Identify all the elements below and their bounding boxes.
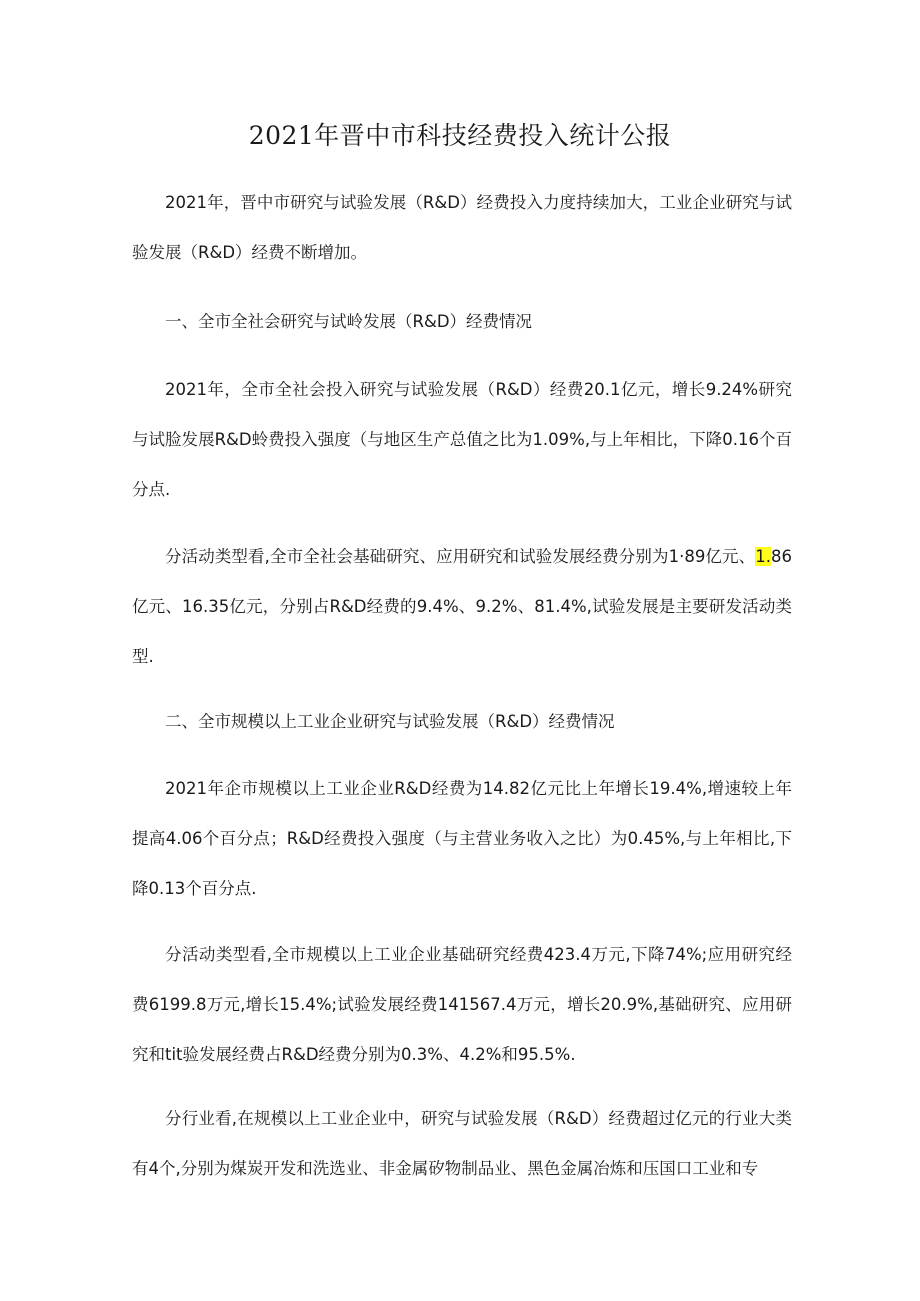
section1-paragraph-1: 2021年，全市全社会投入研究与试验发展（R&D）经费20.1亿元，增长9.24%研究与试脸发展R&D蛉费投入强度（与地区生产总值之比为1.09%,与上年相比，下降0.16个百分点. — [132, 380, 792, 499]
text-segment: 分活动类型看,全市全社会基础研究、应用研究和试验发展经费分别为1·89亿元、 — [165, 547, 756, 566]
section2-paragraph-3: 分行业看,在规模以上工业企业中，研究与试验发展（R&D）经费超过亿元的行业大类有4个,分别为煤炭开发和洗选业、非金属矽物制品业、黑色金属冶炼和压国口工业和专 — [132, 1109, 792, 1178]
section1-heading: 一、全市全社会研究与试岭发展（R&D）经费情况 — [165, 312, 533, 331]
section2-paragraph-2: 分活动类型看,全市规模以上工业企业基础研究经费423.4万元,下降74%;应用研究经费6199.8万元,增长15.4%;试验发展经费141567.4万元，增长20.9%,基础研究、应用研究和tit验发展经费占R&D经费分别为0.3%、4.2%和95.5%. — [132, 945, 792, 1064]
highlighted-text: 1. — [755, 547, 771, 566]
document-title: 2021年晋中市科技经费投入统计公报 — [248, 121, 672, 150]
section2-paragraph-1: 2021年企市规模以上工业企业R&D经费为14.82亿元比上年增长19.4%,增速较上年提高4.06个百分点；R&D经费投入强度（与主营业务收入之比）为0.45%,与上年相比,下降0.13个百分点. — [132, 779, 792, 898]
intro-paragraph: 2021年，晋中市研究与试验发展（R&D）经费投入力度持续加大，工业企业研究与试验发展（R&D）经费不断增加。 — [132, 193, 792, 262]
text-segment: 86亿元、16.35亿元，分别占R&D经费的9.4%、9.2%、81.4%,试验发展是主要研发活动类型. — [132, 547, 792, 666]
section1-paragraph-2 — [132, 532, 792, 682]
section2-heading: 二、全市规模以上工业企业研究与试验发展（R&D）经费情况 — [165, 712, 615, 731]
